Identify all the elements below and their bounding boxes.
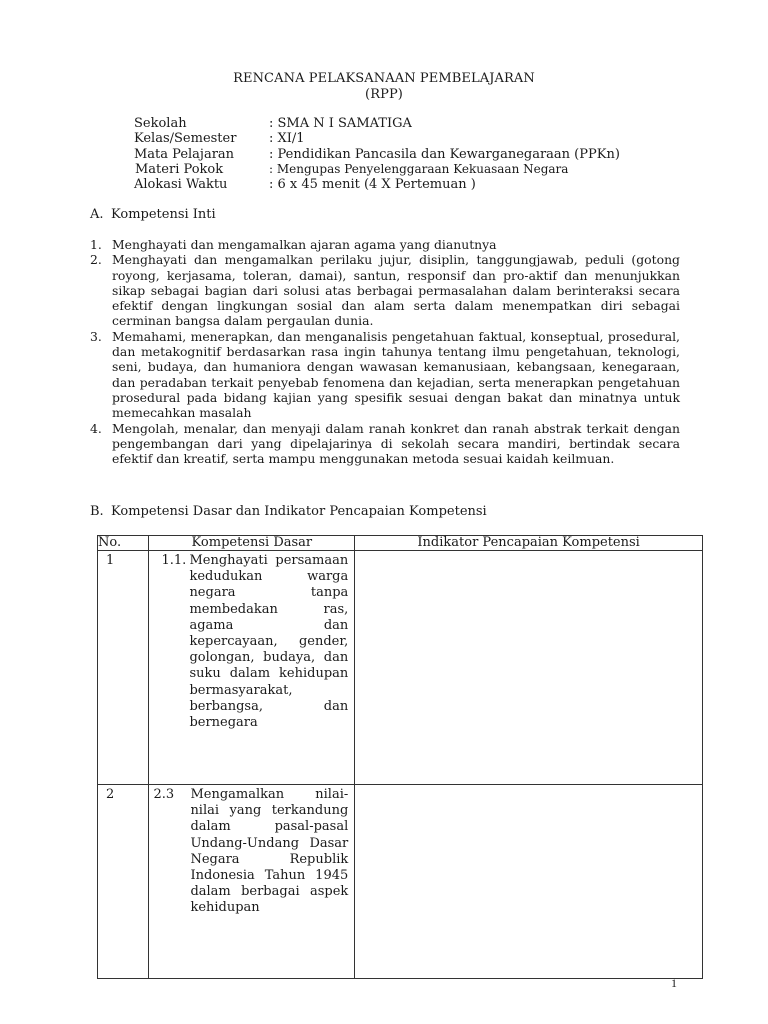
info-value: : Mengupas Penyelenggaraan Kekuasaan Negara [269, 161, 569, 176]
list-item-number: 3. [90, 328, 102, 344]
list-item [90, 421, 680, 467]
page-number: 1 [671, 976, 677, 990]
competency-code: 1.1. [161, 553, 187, 568]
indicator-cell [355, 785, 703, 979]
list-item-number: 1. [90, 237, 102, 252]
info-value: : XI/1 [269, 131, 305, 147]
column-header-indicator: Indikator Pencapaian Kompetensi [355, 536, 703, 551]
section-letter: B. [90, 504, 104, 519]
info-value: : 6 x 45 menit (4 X Pertemuan ) [269, 177, 476, 193]
row-number: 1 [98, 551, 149, 785]
table-row [98, 551, 703, 785]
competency-text: Menghayati persamaan kedudukan warga negara tanpa membedakan ras, agama dan kepercayaan, gender, golongan, budaya, dan suku dalam kehidupan bermasyarakat, berbangsa, dan bernegara [189, 553, 349, 731]
core-competency-list [90, 237, 680, 466]
competency-text: Mengamalkan nilai-nilai yang terkandung dalam pasal-pasal Undang-Undang Dasar Negara Republik Indonesia Tahun 1945 dalam berbagai aspek kehidupan [190, 787, 349, 916]
table-header-row [98, 536, 703, 551]
list-item-number: 2. [90, 252, 102, 268]
list-item [90, 237, 680, 252]
info-label: Materi Pokok [135, 161, 224, 177]
info-label: Mata Pelajaran [134, 146, 235, 162]
indicator-cell [355, 551, 703, 785]
section-title: Kompetensi Dasar dan Indikator Pencapaian Kompetensi [111, 504, 487, 519]
section-b-heading [90, 504, 487, 519]
info-label: Alokasi Waktu [134, 177, 228, 193]
basic-competency-cell [149, 551, 355, 785]
section-a-heading [90, 207, 216, 222]
list-item-number: 4. [90, 420, 102, 436]
list-item [90, 252, 680, 328]
column-header-no: No. [98, 536, 149, 551]
document-title: RENCANA PELAKSANAAN PEMBELAJARAN [233, 71, 535, 86]
competency-table [97, 535, 703, 979]
section-title: Kompetensi Inti [111, 207, 216, 222]
table-row [98, 785, 703, 979]
column-header-basic-competency: Kompetensi Dasar [149, 536, 355, 551]
list-item-text: Menghayati dan mengamalkan perilaku jujur, disiplin, tanggungjawab, peduli (gotong royong, kerjasama, toleran, damai), santun, responsif dan pro-aktif dan menunjukkan sikap sebagai bagian dari solusi atas berbagai permasalahan dalam berinteraksi secara efektif dengan lingkungan sosial dan alam serta dalam menempatkan diri sebagai cerminan bangsa dalam pergaulan dunia. [112, 252, 680, 329]
info-label: Sekolah [134, 116, 187, 131]
competency-code: 2.3 [153, 787, 175, 802]
info-label: Kelas/Semester [134, 131, 237, 147]
info-value: : SMA N I SAMATIGA [269, 116, 412, 131]
list-item-text: Mengolah, menalar, dan menyaji dalam ranah konkret dan ranah abstrak terkait dengan pengembangan dari yang dipelajarinya di sekolah secara mandiri, bertindak secara efektif dan kreatif, serta mampu menggunakan metoda sesuai kaidah keilmuan. [112, 420, 680, 467]
document-subtitle: (RPP) [365, 87, 403, 102]
list-item-text: Memahami, menerapkan, dan menganalisis pengetahuan faktual, konseptual, prosedural, dan metakognitif berdasarkan rasa ingin tahunya tentang ilmu pengetahuan, teknologi, seni, budaya, dan humaniora dengan wawasan kemanusiaan, kebangsaan, kenegaraan, dan peradaban terkait penyebab fenomena dan kejadian, serta menerapkan pengetahuan prosedural pada bidang kajian yang spesifik sesuai dengan bakat dan minatnya untuk memecahkan masalah [112, 328, 680, 421]
basic-competency-cell [149, 785, 355, 979]
list-item-text: Menghayati dan mengamalkan ajaran agama yang dianutnya [112, 237, 497, 252]
row-number: 2 [98, 785, 149, 979]
section-letter: A. [90, 207, 104, 222]
list-item [90, 329, 680, 421]
info-value: : Pendidikan Pancasila dan Kewarganegaraan (PPKn) [269, 146, 620, 162]
